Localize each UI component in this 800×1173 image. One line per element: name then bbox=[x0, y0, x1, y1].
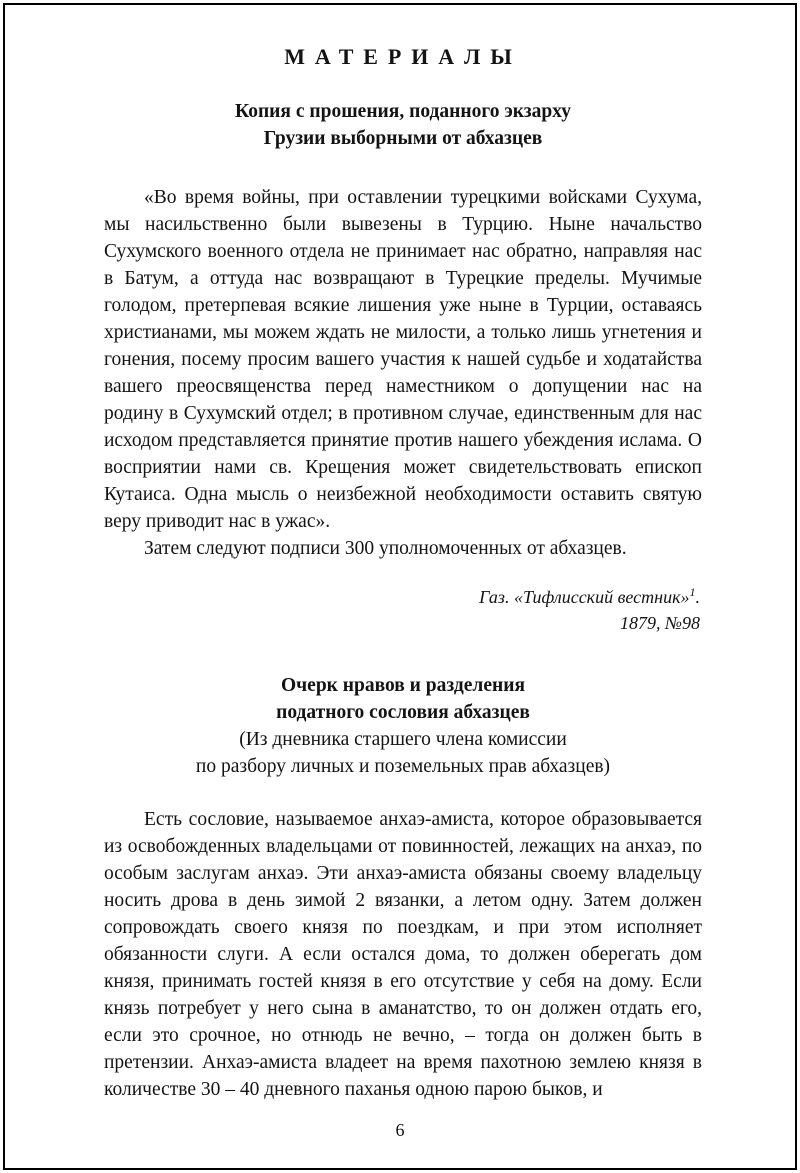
essay-body-paragraph: Есть сословие, называемое анхаэ-амиста, которое образовывается из освобожденных владельцами от повинностей, лежащих на анхаэ, по особым заслугам анхаэ. Эти анхаэ-амиста обязаны своему владельцу носить дрова в день зимой 2 вязанки, а летом одну. Затем должен сопровождать своего князя по поездкам, и при этом исполняет обязанности слуги. А если остался дома, то должен оберегать дом князя, принимать гостей князя в его отсутствие у себя на дому. Если князь потребует у него сына в аманатство, то он должен отдать его, если это срочное, но отнюдь не вечно, – тогда он должен быть в претензии. Анхаэ-амиста владеет на время пахотною землею князя в количестве 30 – 40 дневного паханья одною парою быков, и bbox=[104, 809, 702, 1100]
page-content bbox=[104, 0, 702, 1103]
page-main-title: МАТЕРИАЛЫ bbox=[284, 44, 522, 69]
source-period: . bbox=[695, 587, 700, 607]
footnote-marker: 1 bbox=[689, 585, 696, 599]
source-citation bbox=[104, 584, 702, 636]
essay-heading bbox=[104, 672, 702, 780]
petition-body-paragraph: «Во время войны, при оставлении турецкими войсками Сухума, мы насильственно были вывезены в Турцию. Ныне начальство Сухумского военного отдела не принимает нас обратно, направляя нас в Батум, а оттуда нас возвращают в Турецкие пределы. Мучимые голодом, претерпевая всякие лишения уже ныне в Турции, оставаясь христианами, мы можем ждать не милости, а только лишь угнетения и гонения, посему просим вашего участия к нашей судьбе и ходатайства вашего преосвященства перед наместником о допущении нас на родину в Сухумский отдел; в противном случае, единственным для нас исходом представляется принятие против нашего убеждения ислама. О восприятии нами св. Крещения может свидетельствовать епископ Кутаиса. Одна мысль о неизбежной необходимости оставить святую веру приводит нас в ужас». bbox=[104, 187, 702, 532]
source-citation-line2: 1879, №98 bbox=[620, 613, 700, 633]
essay-heading-line1: Очерк нравов и разделения bbox=[281, 675, 525, 696]
petition-heading-line2: Грузии выборными от абхазцев bbox=[263, 128, 543, 149]
petition-signatures-note: Затем следуют подписи 300 уполномоченных от абхазцев. bbox=[144, 538, 627, 559]
source-citation-line1 bbox=[104, 584, 700, 610]
essay-subheading-line1: (Из дневника старшего члена комиссии bbox=[239, 729, 567, 750]
page-number: 6 bbox=[395, 1120, 405, 1140]
source-name: Газ. «Тифлисский вестник» bbox=[479, 587, 690, 607]
essay-subheading-line2: по разбору личных и поземельных прав абхазцев) bbox=[195, 756, 611, 777]
petition-heading bbox=[104, 98, 702, 152]
essay-heading-line2: податного сословия абхазцев bbox=[276, 702, 530, 723]
petition-heading-line1: Копия с прошения, поданного экзарху bbox=[235, 101, 571, 122]
